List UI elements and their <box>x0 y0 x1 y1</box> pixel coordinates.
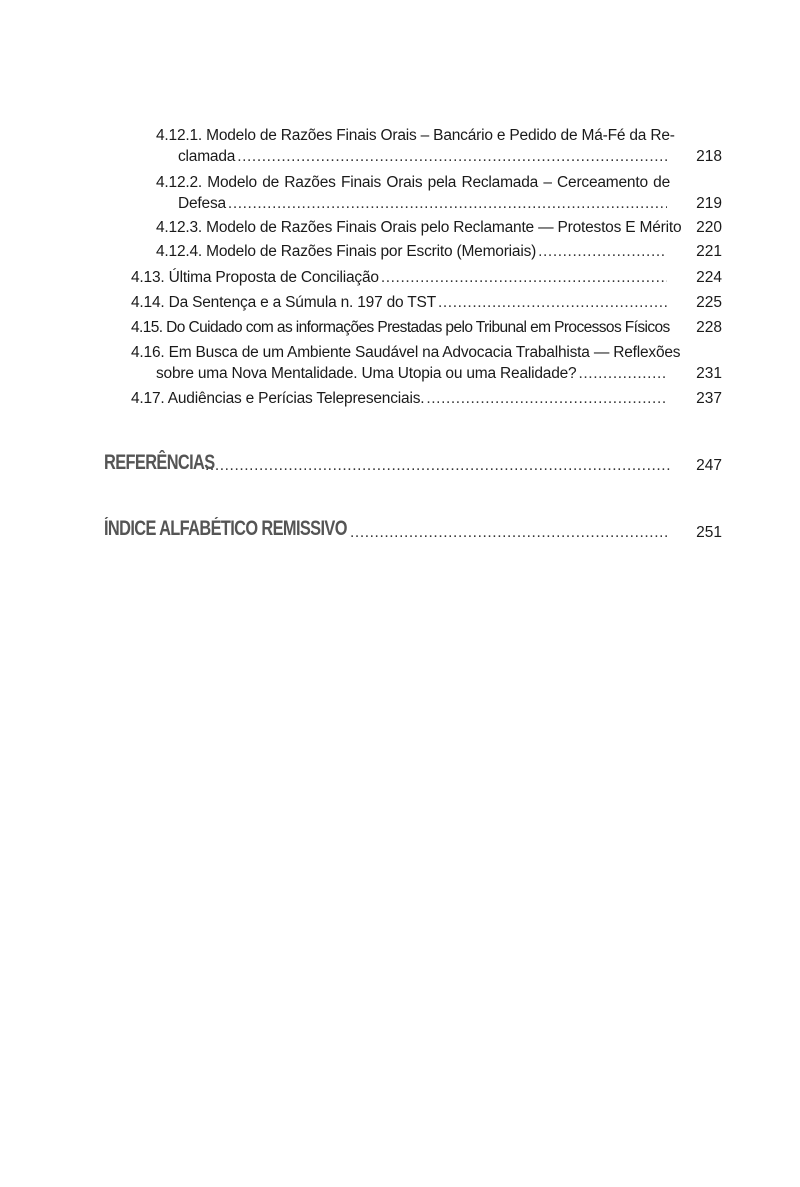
toc-entry-line <box>131 363 670 384</box>
toc-major-indice-alfabetico[interactable]: ÍNDICE ALFABÉTICO REMISSIVO <box>104 517 347 540</box>
dot-leader <box>538 241 667 262</box>
dot-leader <box>578 363 667 384</box>
toc-entry-title-cont: sobre uma Nova Mentalidade. Uma Utopia ou uma Realidade? <box>156 365 577 382</box>
toc-entry-line <box>156 217 682 238</box>
toc-page-number: 231 <box>696 365 722 382</box>
dot-leader <box>350 522 670 543</box>
toc-entry-line <box>156 241 670 262</box>
dot-leader <box>228 193 667 214</box>
toc-entry-title: 4.12.3. Modelo de Razões Finais Orais pelo Reclamante — Protestos E Mérito <box>156 219 682 236</box>
toc-page-number: 224 <box>696 269 722 286</box>
toc-entry-line <box>156 172 670 193</box>
toc-entry-4-12-3[interactable] <box>156 217 682 238</box>
toc-page-number: 228 <box>696 319 722 336</box>
toc-page-number: 251 <box>696 524 722 541</box>
toc-entry-line <box>156 193 670 214</box>
toc-entry-title: 4.13. Última Proposta de Conciliação <box>131 269 379 286</box>
toc-entry-4-17[interactable] <box>131 388 670 409</box>
toc-entry-title: 4.15. Do Cuidado com as informações Prestadas pelo Tribunal em Processos Físicos <box>131 319 670 336</box>
toc-page-number: 225 <box>696 294 722 311</box>
dot-leader <box>381 267 667 288</box>
toc-entry-4-12-2[interactable] <box>156 172 670 214</box>
toc-entry-line <box>131 388 670 409</box>
toc-page-number: 247 <box>696 457 722 474</box>
toc-page-number: 237 <box>696 390 722 407</box>
toc-entry-line <box>131 317 670 338</box>
toc-entry-4-12-1[interactable] <box>156 125 675 167</box>
toc-entry-line <box>156 125 675 146</box>
toc-entry-title: 4.12.2. Modelo de Razões Finais Orais pela Reclamada – Cerceamento de <box>156 174 670 191</box>
toc-entry-title: 4.14. Da Sentença e a Súmula n. 197 do TST <box>131 294 436 311</box>
toc-entry-4-14[interactable] <box>131 292 670 313</box>
toc-entry-title-cont: Defesa <box>178 195 226 212</box>
toc-page-number: 218 <box>696 148 722 165</box>
toc-page-number: 219 <box>696 195 722 212</box>
toc-entry-line <box>156 146 670 167</box>
dot-leader <box>426 388 667 409</box>
toc-entry-4-16[interactable] <box>131 342 681 384</box>
toc-page-number: 221 <box>696 243 722 260</box>
toc-entry-title: 4.16. Em Busca de um Ambiente Saudável na Advocacia Trabalhista — Reflexões <box>131 344 681 361</box>
toc-entry-4-12-4[interactable] <box>156 241 670 262</box>
toc-entry-line <box>131 342 681 363</box>
toc-entry-line <box>131 267 670 288</box>
toc-entry-title: 4.12.4. Modelo de Razões Finais por Escrito (Memoriais) <box>156 243 537 260</box>
toc-entry-4-15[interactable] <box>131 317 670 338</box>
dot-leader <box>237 146 667 167</box>
dot-leader <box>438 292 667 313</box>
toc-entry-title: 4.17. Audiências e Perícias Telepresenciais. <box>131 390 425 407</box>
toc-page-number: 220 <box>696 219 722 236</box>
toc-entry-title: 4.12.1. Modelo de Razões Finais Orais – Bancário e Pedido de Má-Fé da Re- <box>156 127 675 144</box>
toc-major-referencias[interactable]: REFERÊNCIAS <box>104 451 215 474</box>
dot-leader <box>205 455 670 476</box>
toc-entry-title-cont: clamada <box>178 148 236 165</box>
toc-entry-4-13[interactable] <box>131 267 670 288</box>
toc-entry-line <box>131 292 670 313</box>
